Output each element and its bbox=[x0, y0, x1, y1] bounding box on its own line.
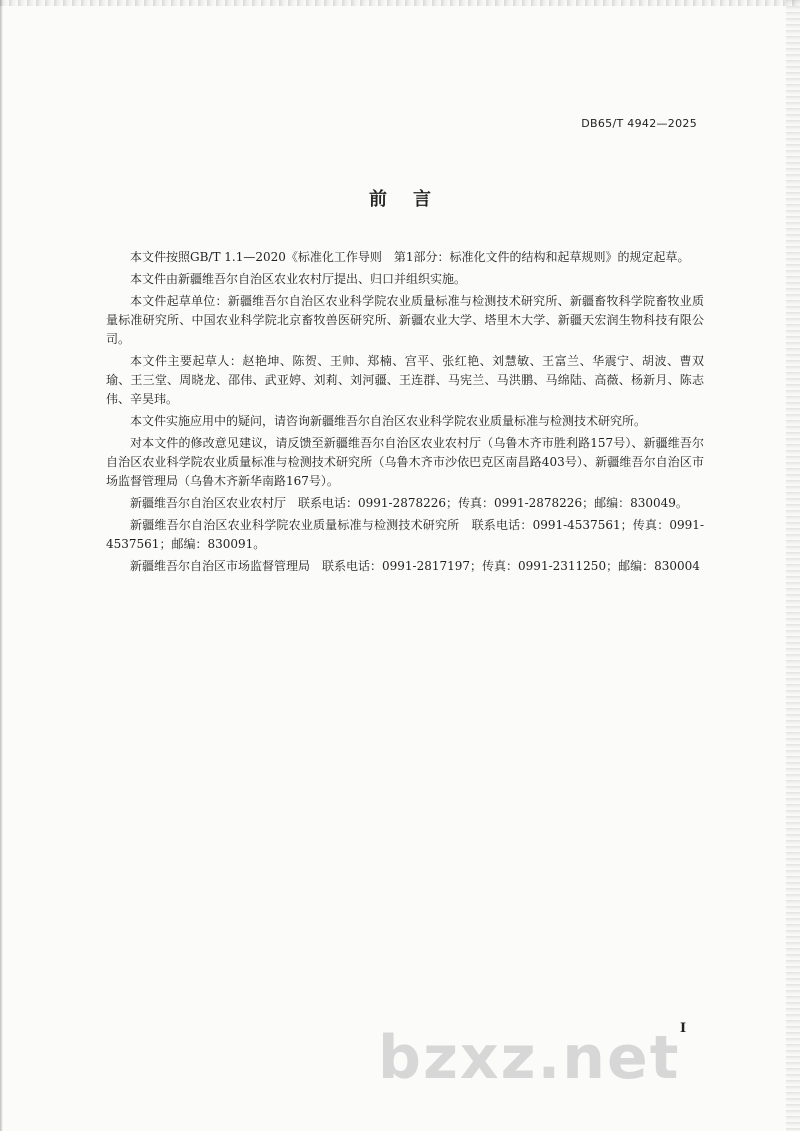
scan-edge-right bbox=[786, 0, 800, 1131]
foreword-body bbox=[106, 248, 704, 579]
paragraph-drafting-rules: 本文件按照GB/T 1.1—2020《标准化工作导则 第1部分：标准化文件的结构和起草规则》的规定起草。 bbox=[130, 250, 690, 264]
page-number: I bbox=[680, 1021, 687, 1036]
paragraph-contact-agriculture-dept: 新疆维吾尔自治区农业农村厅 联系电话：0991-2878226；传真：0991-2878226；邮编：830049。 bbox=[130, 496, 688, 510]
paragraph-inquiries: 本文件实施应用中的疑问，请咨询新疆维吾尔自治区农业科学院农业质量标准与检测技术研究所。 bbox=[130, 414, 647, 428]
paragraph-main-drafters: 本文件主要起草人：赵艳坤、陈贺、王帅、郑楠、宫平、张红艳、刘慧敏、王富兰、华震宁、胡波、曹双瑜、王三堂、周晓龙、邵伟、武亚婷、刘莉、刘河疆、王连群、马宪兰、马洪鹏、马绵陆、高薇、杨新月、陈志伟、辛昊玮。 bbox=[106, 354, 704, 406]
paragraph-proposer: 本文件由新疆维吾尔自治区农业农村厅提出、归口并组织实施。 bbox=[130, 272, 467, 286]
document-code: DB65/T 4942—2025 bbox=[581, 117, 697, 130]
scan-edge-left bbox=[0, 0, 3, 1131]
paragraph-contact-market-bureau: 新疆维吾尔自治区市场监督管理局 联系电话：0991-2817197；传真：0991-2311250；邮编：830004 bbox=[130, 559, 700, 573]
paragraph-drafting-units: 本文件起草单位：新疆维吾尔自治区农业科学院农业质量标准与检测技术研究所、新疆畜牧科学院畜牧业质量标准研究所、中国农业科学院北京畜牧兽医研究所、新疆农业大学、塔里木大学、新疆天宏润生物科技有限公司。 bbox=[106, 294, 704, 346]
scan-edge-top bbox=[0, 0, 800, 6]
page-title: 前言 bbox=[369, 189, 457, 210]
paragraph-feedback: 对本文件的修改意见建议，请反馈至新疆维吾尔自治区农业农村厅（乌鲁木齐市胜利路157号）、新疆维吾尔自治区农业科学院农业质量标准与检测技术研究所（乌鲁木齐市沙依巴克区南昌路403号）、新疆维吾尔自治区市场监督管理局（乌鲁木齐新华南路167号）。 bbox=[106, 436, 704, 488]
paragraph-contact-academy: 新疆维吾尔自治区农业科学院农业质量标准与检测技术研究所 联系电话：0991-4537561；传真：0991-4537561；邮编：830091。 bbox=[106, 518, 704, 551]
watermark-logo: bzxz.net bbox=[378, 1023, 681, 1093]
